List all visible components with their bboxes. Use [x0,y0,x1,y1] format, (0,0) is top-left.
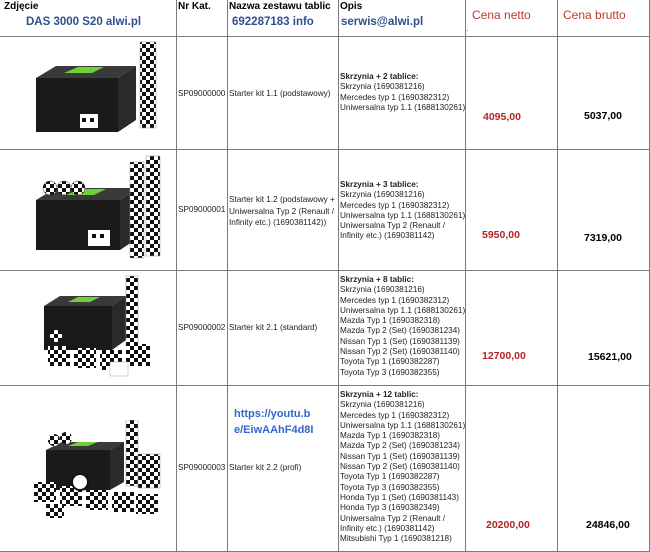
row-3-net-price: 12700,00 [482,350,526,362]
row-2-net-price: 5950,00 [482,229,520,241]
youtube-link[interactable] [234,406,313,438]
row-4-desc-line: Nissan Typ 2 (Set) (1690381140) [340,462,460,472]
row-2-desc-line: Mercedes typ 1 (1690382312) [340,200,450,210]
header-gross: Cena brutto [563,8,626,22]
row-3-desc-title: Skrzynia + 8 tablic: [340,275,414,284]
stray-dot: . [466,23,469,33]
row-4-desc-line: Nissan Typ 1 (Set) (1690381139) [340,451,460,461]
row-3-desc-line: Uniwersalna typ 1.1 (1688130261) [340,305,466,315]
kit-photo-1 [26,40,166,144]
grid-line [0,149,650,150]
row-4-desc [340,390,464,544]
shop-name: DAS 3000 S20 alwi.pl [26,16,142,28]
row-2-desc-line: Uniwersalna Typ 2 (Renault / Infinity etc.) (1690381142) [340,221,445,241]
row-1-code: SP09000000 [178,89,226,98]
row-3-desc-line: Mazda Typ 2 (Set) (1690381234) [340,326,461,336]
row-4-desc-line: Uniwersalna typ 1.1 (1688130261) [340,420,466,430]
grid-line [176,0,177,552]
row-2-desc-line: Uniwersalna typ 1.1 (1688130261) [340,210,466,220]
row-4-desc-line: Honda Typ 1 (Set) (1690381143) [340,492,459,502]
row-3-desc-line: Toyota Typ 1 (1690382287) [340,357,440,367]
header-name: Nazwa zestawu tablic [229,1,331,12]
row-4-desc-line: Mitsubishi Typ 1 (1690381218) [340,534,452,544]
row-2-desc-line: Skrzynia (1690381216) [340,190,425,200]
row-4-gross-price: 24846,00 [586,519,630,531]
row-3-desc-line: Toyota Typ 3 (1690382355) [340,367,440,377]
row-4-name: Starter kit 2.2 (profi) [229,463,302,472]
kit-photo-3 [26,274,166,382]
row-4-net-price: 20200,00 [486,519,530,531]
youtube-link-line-1[interactable]: https://youtu.b [234,408,311,420]
row-4-desc-line: Toyota Typ 3 (1690382355) [340,482,440,492]
row-1-desc-line: Uniwersalna typ 1.1 (1688130261) [340,102,466,112]
row-3-desc-line: Mazda Typ 1 (1690382318) [340,316,440,326]
row-4-desc-line: Uniwersalna Typ 2 (Renault / Infinity etc.) (1690381142) [340,513,445,533]
row-2-desc [340,180,464,242]
row-1-desc-line: Mercedes typ 1 (1690382312) [340,92,450,102]
row-4-desc-line: Honda Typ 3 (1690382349) [340,503,440,513]
header-net: Cena netto [472,8,531,22]
header-photo: Zdjęcie [4,1,39,12]
phone-number: 692287183 info [232,16,314,28]
row-3-code: SP09000002 [178,323,226,332]
row-1-name: Starter kit 1.1 (podstawowy) [229,89,331,98]
row-1-net-price: 4095,00 [483,111,521,123]
row-3-desc-line: Mercedes typ 1 (1690382312) [340,295,450,305]
grid-line [338,0,339,552]
row-3-name: Starter kit 2.1 (standard) [229,323,318,332]
row-4-desc-line: Mazda Typ 2 (Set) (1690381234) [340,441,461,451]
row-4-desc-line: Toyota Typ 1 (1690382287) [340,472,440,482]
row-4-desc-line: Mazda Typ 1 (1690382318) [340,431,440,441]
grid-line [227,0,228,552]
grid-line [0,36,650,37]
row-2-code: SP09000001 [178,205,226,214]
row-3-desc-line: Nissan Typ 2 (Set) (1690381140) [340,347,460,357]
row-1-desc-title: Skrzynia + 2 tablice: [340,72,419,81]
row-4-desc-title: Skrzynia + 12 tablic: [340,390,419,399]
email-address: serwis@alwi.pl [341,16,424,28]
grid-line [0,385,650,386]
row-3-desc-line: Skrzynia (1690381216) [340,285,425,295]
row-3-desc [340,275,464,378]
row-4-code: SP09000003 [178,463,226,472]
row-1-desc [340,72,464,113]
header-code: Nr Kat. [178,1,211,12]
row-4-desc-line: Skrzynia (1690381216) [340,400,425,410]
grid-line [0,270,650,271]
row-1-desc-line: Skrzynia (1690381216) [340,82,425,92]
row-2-desc-title: Skrzynia + 3 tablice: [340,180,419,189]
row-3-gross-price: 15621,00 [588,351,632,363]
row-2-name: Starter kit 1.2 (podstawowy + Uniwersalna Typ 2 (Renault / Infinity etc.) (1690381142)) [229,195,335,227]
kit-photo-4 [26,420,166,524]
grid-line [465,0,466,552]
row-1-gross-price: 5037,00 [584,110,622,122]
kit-photo-2 [26,152,166,266]
youtube-link-line-2[interactable]: e/EiwAAhF4d8I [234,424,314,436]
row-3-desc-line: Nissan Typ 1 (Set) (1690381139) [340,336,460,346]
grid-line [557,0,558,552]
header-desc: Opis [340,1,363,12]
row-4-desc-line: Mercedes typ 1 (1690382312) [340,410,450,420]
row-2-gross-price: 7319,00 [584,232,622,244]
